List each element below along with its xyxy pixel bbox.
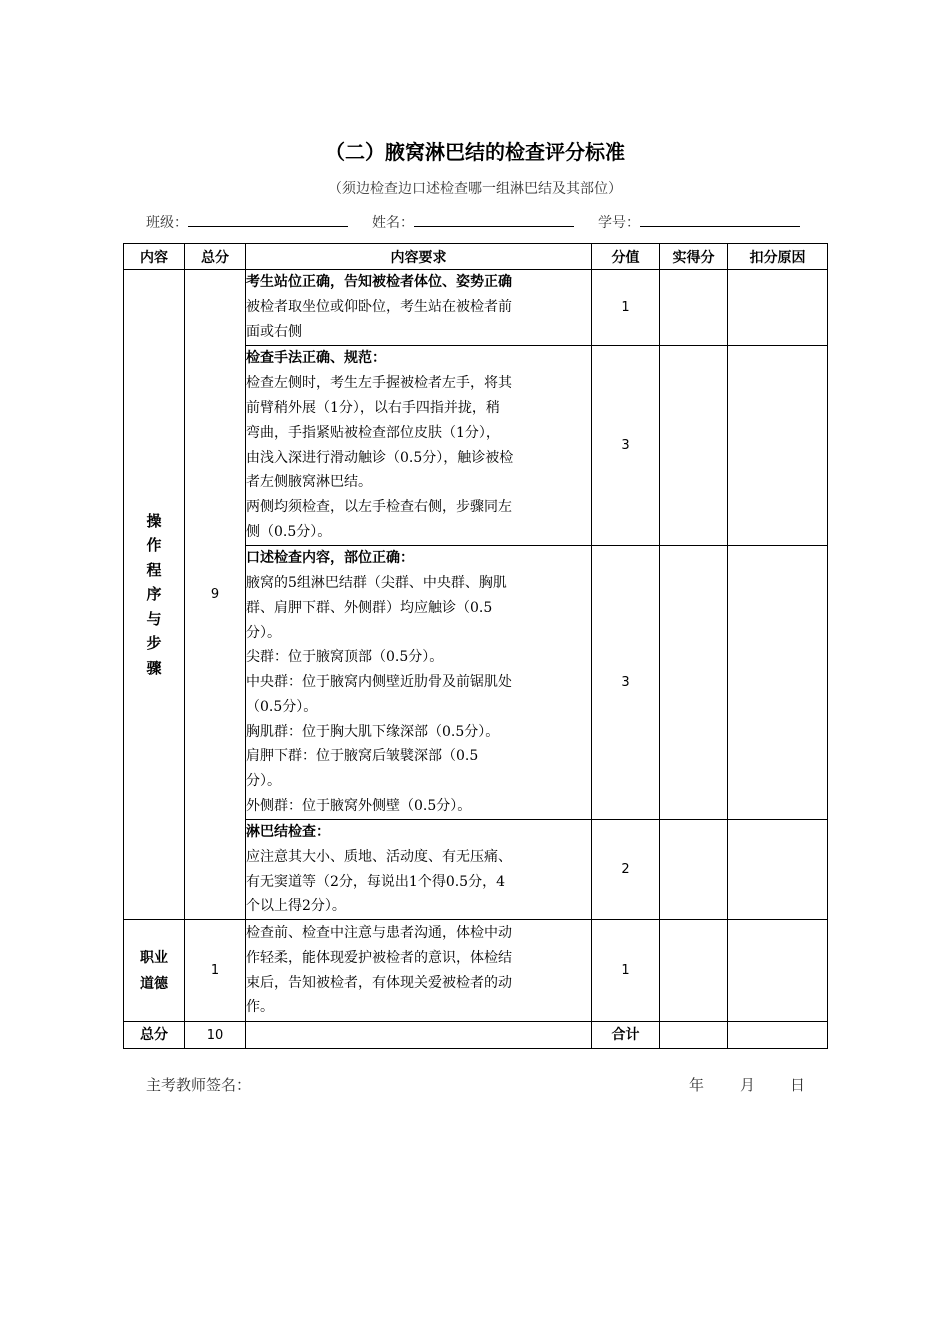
score-value: 3 bbox=[592, 346, 660, 546]
header-content: 内容 bbox=[124, 244, 185, 270]
page-title: （二）腋窝淋巴结的检查评分标准 bbox=[325, 140, 625, 164]
deduction-reason-cell[interactable] bbox=[728, 820, 828, 920]
date-day: 日 bbox=[790, 1076, 806, 1094]
table-row bbox=[124, 920, 828, 1022]
class-field bbox=[146, 212, 348, 232]
requirement-cell: 检查前、检查中注意与患者沟通，体检中动 作轻柔，能体现爱护被检者的意识，体检结 束后，告知被检者，有体现关爱被检者的动 作。 bbox=[246, 920, 592, 1022]
sum-actual-score-cell[interactable] bbox=[660, 1022, 728, 1049]
score-value: 2 bbox=[592, 820, 660, 920]
scoring-table bbox=[123, 243, 828, 1049]
actual-score-cell[interactable] bbox=[660, 546, 728, 820]
deduction-reason-cell[interactable] bbox=[728, 546, 828, 820]
actual-score-cell[interactable] bbox=[660, 920, 728, 1022]
sum-deduction-cell[interactable] bbox=[728, 1022, 828, 1049]
requirement-cell: 口述检查内容，部位正确： 腋窝的5组淋巴结群（尖群、中央群、胸肌 群、肩胛下群、外侧群）均应触诊（0.5 分）。 尖群：位于腋窝顶部（0.5分）。 中央群：位于腋窝内侧壁近肋骨及前锯肌处 （0.5分）。 胸肌群：位于胸大肌下缘深部（0.5分）。 肩胛下群：位于腋窝后皱襞深部（0.5 分）。 外侧群：位于腋窝外侧壁（0.5分）。 bbox=[246, 546, 592, 820]
section-ethics-label: 职业 道德 bbox=[124, 920, 185, 1022]
section-ethics-total: 1 bbox=[185, 920, 246, 1022]
date-month: 月 bbox=[740, 1076, 756, 1094]
score-value: 1 bbox=[592, 270, 660, 346]
deduction-reason-cell[interactable] bbox=[728, 346, 828, 546]
total-label: 总分 bbox=[124, 1022, 185, 1049]
section-procedure-total: 9 bbox=[185, 270, 246, 920]
score-value: 3 bbox=[592, 546, 660, 820]
class-label: 班级： bbox=[146, 215, 188, 231]
name-label: 姓名： bbox=[372, 215, 414, 231]
section-procedure-label: 操 作 程 序 与 步 骤 bbox=[124, 270, 185, 920]
requirement-cell: 考生站位正确，告知被检者体位、姿势正确 被检者取坐位或仰卧位，考生站在被检者前 面或右侧 bbox=[246, 270, 592, 346]
name-blank[interactable] bbox=[414, 212, 574, 227]
page-subtitle: （须边检查边口述检查哪一组淋巴结及其部位） bbox=[328, 181, 622, 197]
total-value: 10 bbox=[185, 1022, 246, 1049]
deduction-reason-cell[interactable] bbox=[728, 270, 828, 346]
total-row bbox=[124, 1022, 828, 1049]
student-id-blank[interactable] bbox=[640, 212, 800, 227]
class-blank[interactable] bbox=[188, 212, 348, 227]
examiner-signature-label: 主考教师签名： bbox=[146, 1076, 252, 1094]
actual-score-cell[interactable] bbox=[660, 270, 728, 346]
actual-score-cell[interactable] bbox=[660, 820, 728, 920]
name-field bbox=[372, 212, 574, 232]
total-requirements-cell bbox=[246, 1022, 592, 1049]
date-year: 年 bbox=[689, 1076, 705, 1094]
header-score: 分值 bbox=[592, 244, 660, 270]
requirement-cell: 淋巴结检查： 应注意其大小、质地、活动度、有无压痛、 有无窦道等（2分，每说出1个得0.5分，4 个以上得2分）。 bbox=[246, 820, 592, 920]
header-actual-score: 实得分 bbox=[660, 244, 728, 270]
sum-label: 合计 bbox=[592, 1022, 660, 1049]
table-row bbox=[124, 270, 828, 346]
student-id-field bbox=[598, 212, 800, 232]
table-header-row bbox=[124, 244, 828, 270]
header-requirements: 内容要求 bbox=[246, 244, 592, 270]
header-deduction-reason: 扣分原因 bbox=[728, 244, 828, 270]
score-value: 1 bbox=[592, 920, 660, 1022]
deduction-reason-cell[interactable] bbox=[728, 920, 828, 1022]
header-total: 总分 bbox=[185, 244, 246, 270]
requirement-cell: 检查手法正确、规范： 检查左侧时，考生左手握被检者左手，将其 前臂稍外展（1分），以右手四指并拢，稍 弯曲，手指紧贴被检查部位皮肤（1分）， 由浅入深进行滑动触诊（0.5分），触诊被检 者左侧腋窝淋巴结。 两侧均须检查，以左手检查右侧，步骤同左 侧（0.5分）。 bbox=[246, 346, 592, 546]
actual-score-cell[interactable] bbox=[660, 346, 728, 546]
student-id-label: 学号： bbox=[598, 215, 640, 231]
